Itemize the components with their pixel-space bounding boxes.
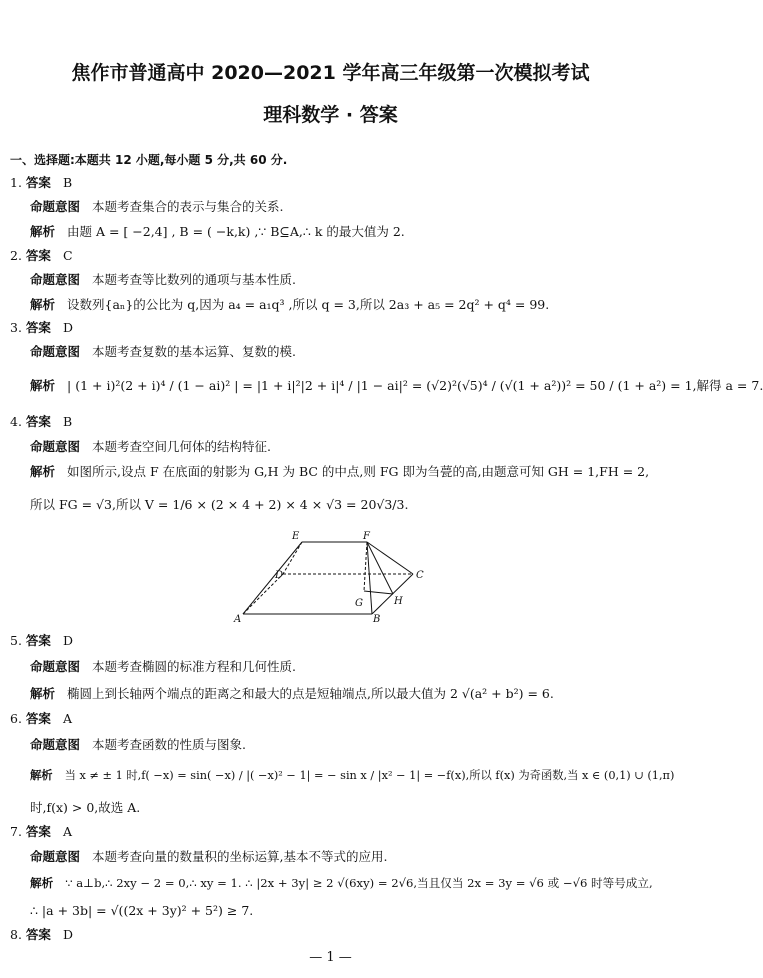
q5-intent: 命题意图 本题考查椭圆的标准方程和几何性质. bbox=[30, 659, 296, 674]
q4-intent: 命题意图 本题考查空间几何体的结构特征. bbox=[30, 439, 271, 454]
q7-analysis-cont: ∴ |a + 3b| = √((2x + 3y)² + 5²) ≥ 7. bbox=[30, 903, 254, 918]
document-title: 焦作市普通高中 2020—2021 学年高三年级第一次模拟考试 bbox=[71, 62, 590, 84]
edge-FC bbox=[367, 542, 413, 574]
point-F: F bbox=[363, 531, 370, 542]
edge-FG bbox=[364, 542, 367, 591]
q3-intent: 命题意图 本题考查复数的基本运算、复数的模. bbox=[30, 344, 296, 359]
edge-ED bbox=[283, 542, 302, 574]
q3-answer: 3. 答案 D bbox=[10, 320, 73, 335]
edge-FB bbox=[367, 542, 372, 614]
q2-analysis: 解析 设数列{aₙ}的公比为 q,因为 a₄ = a₁q³ ,所以 q = 3,所以 2a₃ + a₅ = 2q² + q⁴ = 99. bbox=[30, 297, 550, 312]
point-H: H bbox=[394, 596, 403, 607]
q8-answer: 8. 答案 D bbox=[10, 927, 73, 942]
q7-answer: 7. 答案 A bbox=[10, 824, 72, 839]
point-A: A bbox=[234, 614, 242, 625]
q7-intent: 命题意图 本题考查向量的数量积的坐标运算,基本不等式的应用. bbox=[30, 849, 388, 864]
point-E: E bbox=[292, 531, 300, 542]
q6-analysis-cont: 时,f(x) > 0,故选 A. bbox=[30, 800, 141, 815]
edge-GH bbox=[364, 591, 393, 594]
point-D: D bbox=[275, 570, 284, 581]
point-C: C bbox=[416, 570, 424, 581]
edge-FH bbox=[367, 542, 393, 594]
q3-analysis: 解析 | (1 + i)²(2 + i)⁴ / (1 − ai)² | = |1 + i|²|2 + i|⁴ / |1 − ai|² = (√2)²(√5)⁴ / (√(1 + a²))² = 50 / (1 + a²) = 1,解得 a = 7. bbox=[30, 378, 763, 393]
q4-analysis: 解析 如图所示,设点 F 在底面的射影为 G,H 为 BC 的中点,则 FG 即为刍甍的高,由题意可知 GH = 1,FH = 2, bbox=[30, 464, 650, 479]
section-heading: 一、选择题:本题共 12 小题,每小题 5 分,共 60 分. bbox=[10, 153, 288, 167]
q1-answer: 1. 答案 B bbox=[10, 175, 73, 190]
q2-intent: 命题意图 本题考查等比数列的通项与基本性质. bbox=[30, 272, 296, 287]
q4-answer: 4. 答案 B bbox=[10, 414, 73, 429]
geometry-figure bbox=[230, 528, 435, 628]
document-subtitle: 理科数学 · 答案 bbox=[263, 104, 398, 126]
q5-analysis: 解析 椭圆上到长轴两个端点的距离之和最大的点是短轴端点,所以最大值为 2 √(a² + b²) = 6. bbox=[30, 686, 554, 701]
q1-intent: 命题意图 本题考查集合的表示与集合的关系. bbox=[30, 199, 284, 214]
q6-analysis: 解析 当 x ≠ ± 1 时,f( −x) = sin( −x) / |( −x)² − 1| = − sin x / |x² − 1| = −f(x),所以 f(x) 为奇函数,当 x ∈ (0,1) ∪ (1,π) bbox=[30, 769, 675, 782]
q6-answer: 6. 答案 A bbox=[10, 711, 72, 726]
q7-analysis: 解析 ∵ a⊥b,∴ 2xy − 2 = 0,∴ xy = 1. ∴ |2x + 3y| ≥ 2 √(6xy) = 2√6,当且仅当 2x = 3y = √6 或 −√6 时等号成立, bbox=[30, 876, 653, 890]
q2-answer: 2. 答案 C bbox=[10, 248, 73, 263]
q1-analysis: 解析 由题 A = [ −2,4] , B = ( −k,k) ,∵ B⊆A,∴ k 的最大值为 2. bbox=[30, 224, 405, 239]
point-G: G bbox=[355, 598, 363, 609]
point-B: B bbox=[373, 614, 381, 625]
q4-analysis-cont: 所以 FG = √3,所以 V = 1/6 × (2 × 4 + 2) × 4 × √3 = 20√3/3. bbox=[30, 497, 409, 512]
page-number: — 1 — bbox=[309, 950, 352, 965]
edge-EA bbox=[243, 542, 302, 614]
q5-answer: 5. 答案 D bbox=[10, 633, 73, 648]
q6-intent: 命题意图 本题考查函数的性质与图象. bbox=[30, 737, 246, 752]
